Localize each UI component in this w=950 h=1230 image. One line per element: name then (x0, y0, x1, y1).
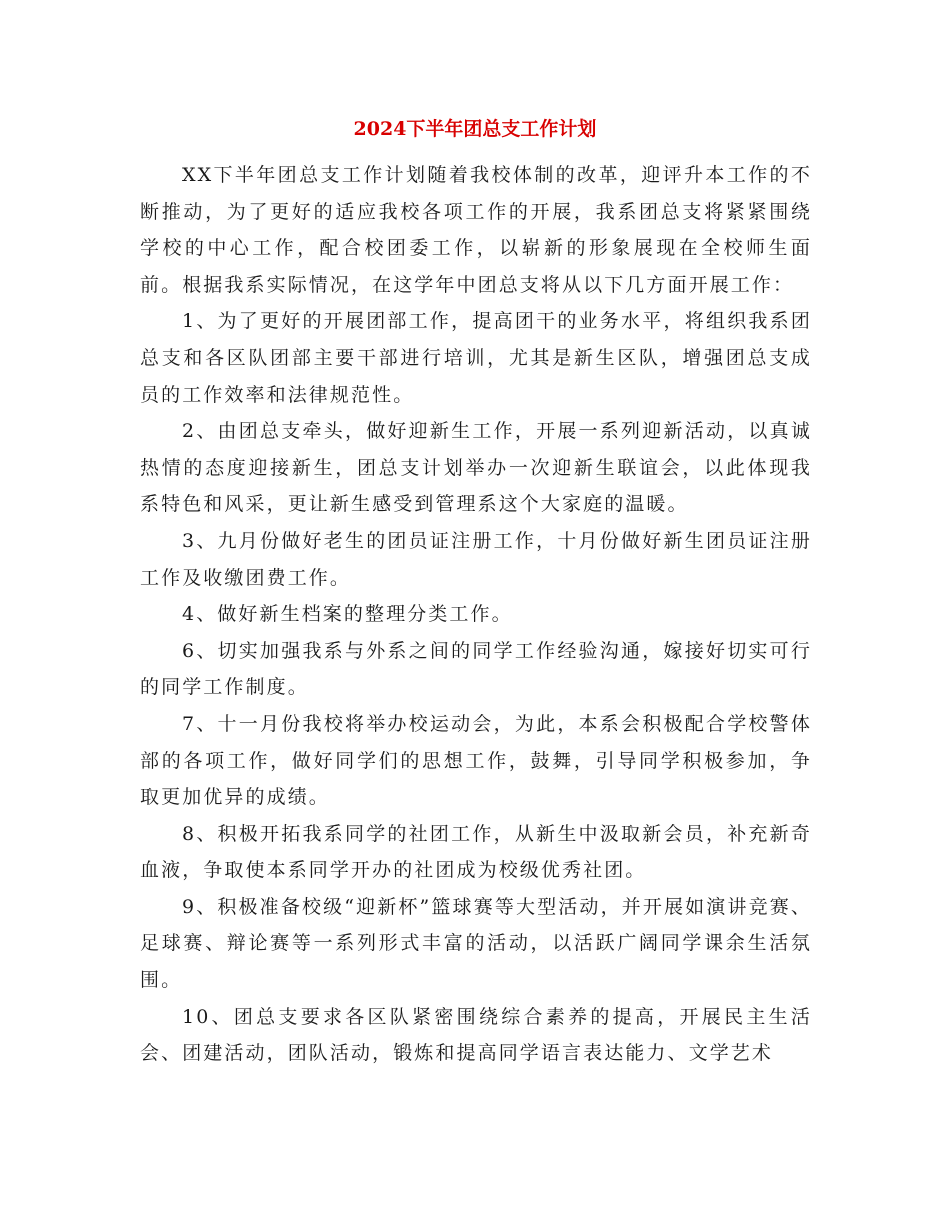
plan-item-6: 6、切实加强我系与外系之间的同学工作经验沟通，嫁接好切实可行的同学工作制度。 (140, 639, 812, 699)
document-body (140, 157, 812, 1072)
plan-item-1: 1、为了更好的开展团部工作，提高团干的业务水平，将组织我系团总支和各区队团部主要干部进行培训，尤其是新生区队，增强团总支成员的工作效率和法律规范性。 (140, 310, 812, 406)
plan-item-9: 9、积极准备校级“迎新杯”篮球赛等大型活动，并开展如演讲竞赛、足球赛、辩论赛等一系列形式丰富的活动，以活跃广阔同学课余生活氛围。 (140, 895, 812, 992)
intro-paragraph: XX下半年团总支工作计划随着我校体制的改革，迎评升本工作的不断推动，为了更好的适应我校各项工作的开展，我系团总支将紧紧围绕学校的中心工作，配合校团委工作，以崭新的形象展现在全校师生面前。根据我系实际情况，在这学年中团总支将从以下几方面开展工作： (140, 164, 812, 296)
document-title: 2024下半年团总支工作计划 (353, 118, 597, 140)
plan-item-7: 7、十一月份我校将举办校运动会，为此，本系会积极配合学校警体部的各项工作，做好同学们的思想工作，鼓舞，引导同学积极参加，争取更加优异的成绩。 (140, 712, 812, 809)
plan-item-10: 10、团总支要求各区队紧密围绕综合素养的提高，开展民主生活会、团建活动，团队活动，锻炼和提高同学语言表达能力、文学艺术 (140, 1005, 812, 1065)
plan-item-8: 8、积极开拓我系同学的社团工作，从新生中汲取新会员，补充新奇血液，争取使本系同学开办的社团成为校级优秀社团。 (140, 822, 812, 882)
plan-item-3: 3、九月份做好老生的团员证注册工作，十月份做好新生团员证注册工作及收缴团费工作。 (140, 529, 812, 589)
plan-item-4: 4、做好新生档案的整理分类工作。 (182, 603, 513, 626)
plan-item-2: 2、由团总支牵头，做好迎新生工作，开展一系列迎新活动，以真诚热情的态度迎接新生，团总支计划举办一次迎新生联谊会，以此体现我系特色和风采，更让新生感受到管理系这个大家庭的温暖。 (140, 420, 812, 516)
